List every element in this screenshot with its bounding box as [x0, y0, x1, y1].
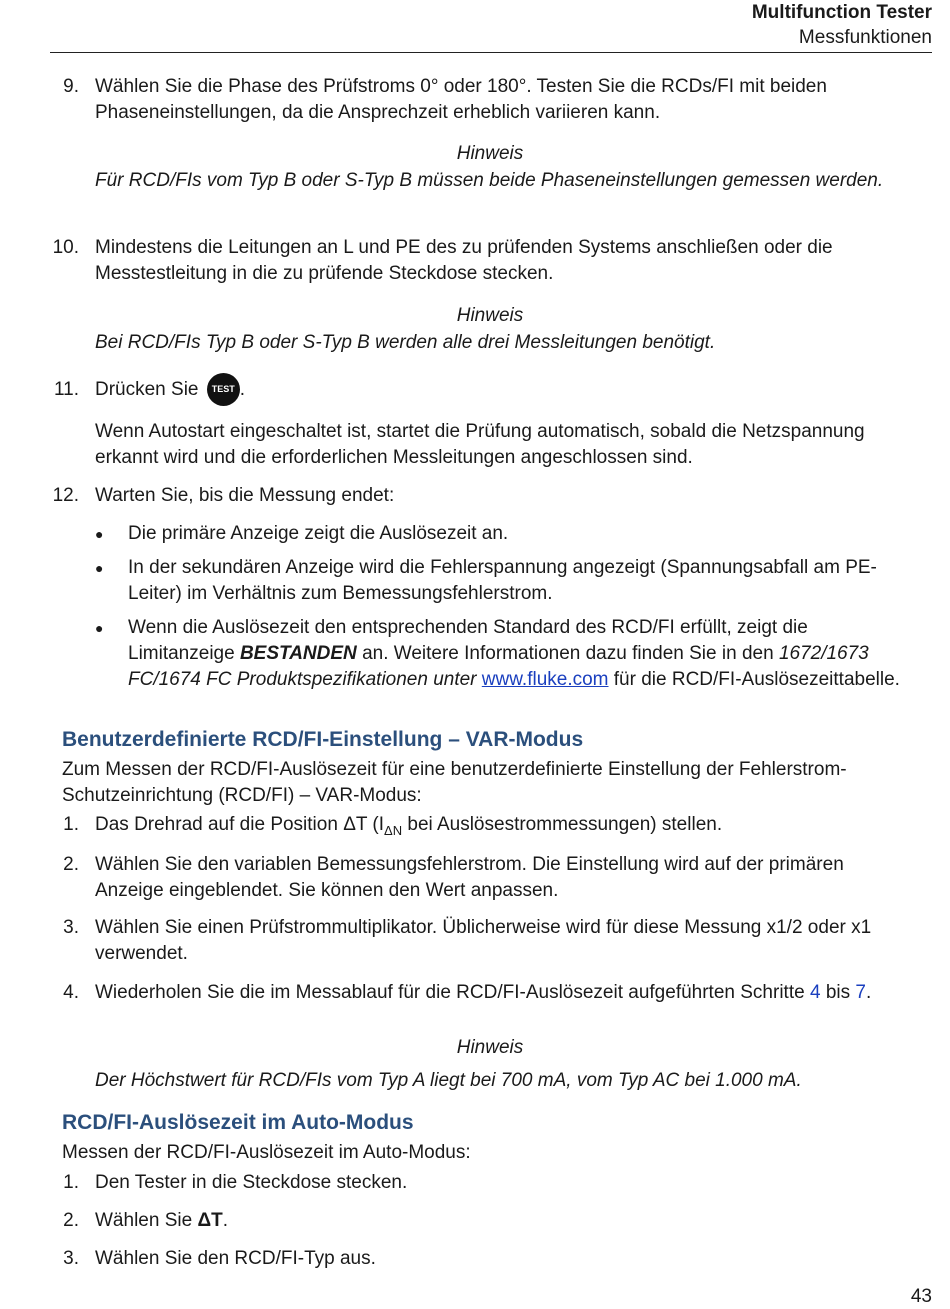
step-text: Wählen Sie den variablen Bemessungsfehlerstrom. Die Einstellung wird auf der primären Anzeige eingeblendet. Sie können den Wert anpassen. [95, 854, 844, 901]
step-number: 9. [63, 76, 79, 97]
step-text-part: Wählen Sie [95, 1210, 193, 1231]
step-number: 2. [63, 854, 79, 875]
step-text [95, 812, 915, 844]
step-reference-link[interactable]: 4 [809, 982, 821, 1003]
note-text: Für RCD/FIs vom Typ B oder S-Typ B müssen beide Phaseneinstellungen gemessen werden. [95, 170, 884, 191]
section-heading: Benutzerdefinierte RCD/FI-Einstellung – VAR-Modus [62, 728, 584, 751]
step-text [95, 980, 915, 1006]
step-text: Wählen Sie einen Prüfstrommultiplikator. Üblicherweise wird für diese Messung x1/2 oder x1 verwendet. [95, 917, 872, 964]
step-text-part: . [222, 1210, 228, 1231]
pass-indicator-label: BESTANDEN [239, 643, 357, 664]
step-text: Den Tester in die Steckdose stecken. [95, 1172, 408, 1193]
step-text-part: . [865, 982, 872, 1003]
page-number: 43 [910, 1286, 932, 1307]
note-title: Hinweis [456, 143, 524, 164]
bullet-text [128, 615, 918, 693]
step-text: Wählen Sie die Phase des Prüfstroms 0° oder 180°. Testen Sie die RCDs/FI mit beiden Phaseneinstellungen, da die Ansprechzeit erheblich variieren kann. [95, 76, 827, 123]
header-subtitle: Messfunktionen [798, 27, 932, 48]
note-title: Hinweis [456, 1037, 524, 1058]
section-intro: Zum Messen der RCD/FI-Auslösezeit für eine benutzerdefinierte Einstellung der Fehlerstrom-Schutzeinrichtung (RCD/FI) – VAR-Modus: [62, 759, 847, 806]
bullet-text-part: an. Weitere Informationen dazu finden Sie in den [362, 643, 774, 664]
step-number: 1. [63, 1172, 79, 1193]
bullet-text-part: für die RCD/FI-Auslösezeittabelle. [613, 669, 900, 690]
bullet-text-part: Wenn die Auslösezeit den entsprechenden Standard des RCD/FI erfüllt, zeigt die Limitanzeige [128, 617, 808, 664]
fluke-link[interactable]: www.fluke.com [481, 669, 609, 690]
step-number: 12. [52, 485, 79, 506]
step-text-part: Das Drehrad auf die Position ΔT (I [95, 814, 385, 835]
step-detail: Wenn Autostart eingeschaltet ist, startet die Prüfung automatisch, sobald die Netzspannung erkannt wird und die erforderlichen Messleitungen angeschlossen sind. [95, 421, 865, 468]
step-text: Mindestens die Leitungen an L und PE des zu prüfenden Systems anschließen oder die Messtestleitung in die zu prüfende Steckdose stecken. [95, 237, 833, 284]
test-button-icon: TEST [207, 373, 240, 406]
step-text: Wählen Sie den RCD/FI-Typ aus. [95, 1248, 376, 1269]
step-text: Warten Sie, bis die Messung endet: [95, 485, 395, 506]
step-number: 1. [63, 814, 79, 835]
bullet-text: In der sekundären Anzeige wird die Fehlerspannung angezeigt (Spannungsabfall am PE-Leiter) im Verhältnis zum Bemessungsfehlerstrom. [128, 557, 877, 604]
step-text-part: bei Auslösestrommessungen) stellen. [402, 814, 723, 835]
step-reference-link[interactable]: 7 [855, 982, 866, 1003]
step-number: 3. [63, 1248, 79, 1269]
step-text-part: Wiederholen Sie die im Messablauf für die RCD/FI-Auslösezeit aufgeführten Schritte [95, 982, 805, 1003]
delta-t-label: ΔT [197, 1210, 223, 1231]
header-rule [50, 52, 932, 53]
step-text-before: Drücken Sie [95, 379, 199, 400]
step-text [95, 373, 245, 407]
spec-reference: 1672/1673 FC/1674 FC Produktspezifikationen unter [128, 643, 869, 690]
step-text-after: . [239, 379, 246, 400]
note-text: Bei RCD/FIs Typ B oder S-Typ B werden alle drei Messleitungen benötigt. [95, 332, 716, 353]
step-number: 3. [63, 917, 79, 938]
delta-n-subscript: ΔN [384, 822, 403, 838]
step-number: 4. [63, 982, 79, 1003]
step-text [95, 1208, 228, 1234]
bullet-icon: ● [95, 560, 104, 576]
header-title: Multifunction Tester [751, 2, 932, 23]
section-heading: RCD/FI-Auslösezeit im Auto-Modus [62, 1111, 414, 1134]
section-intro: Messen der RCD/FI-Auslösezeit im Auto-Modus: [62, 1142, 471, 1163]
step-number: 11. [53, 379, 79, 400]
bullet-icon: ● [95, 526, 104, 542]
step-number: 2. [63, 1210, 79, 1231]
step-text-part: bis [825, 982, 851, 1003]
page-header [752, 0, 932, 50]
note-text: Der Höchstwert für RCD/FIs vom Typ A liegt bei 700 mA, vom Typ AC bei 1.000 mA. [95, 1070, 802, 1091]
bullet-text: Die primäre Anzeige zeigt die Auslösezeit an. [128, 523, 509, 544]
bullet-icon: ● [95, 620, 104, 636]
note-title: Hinweis [456, 305, 524, 326]
step-number: 10. [52, 237, 79, 258]
